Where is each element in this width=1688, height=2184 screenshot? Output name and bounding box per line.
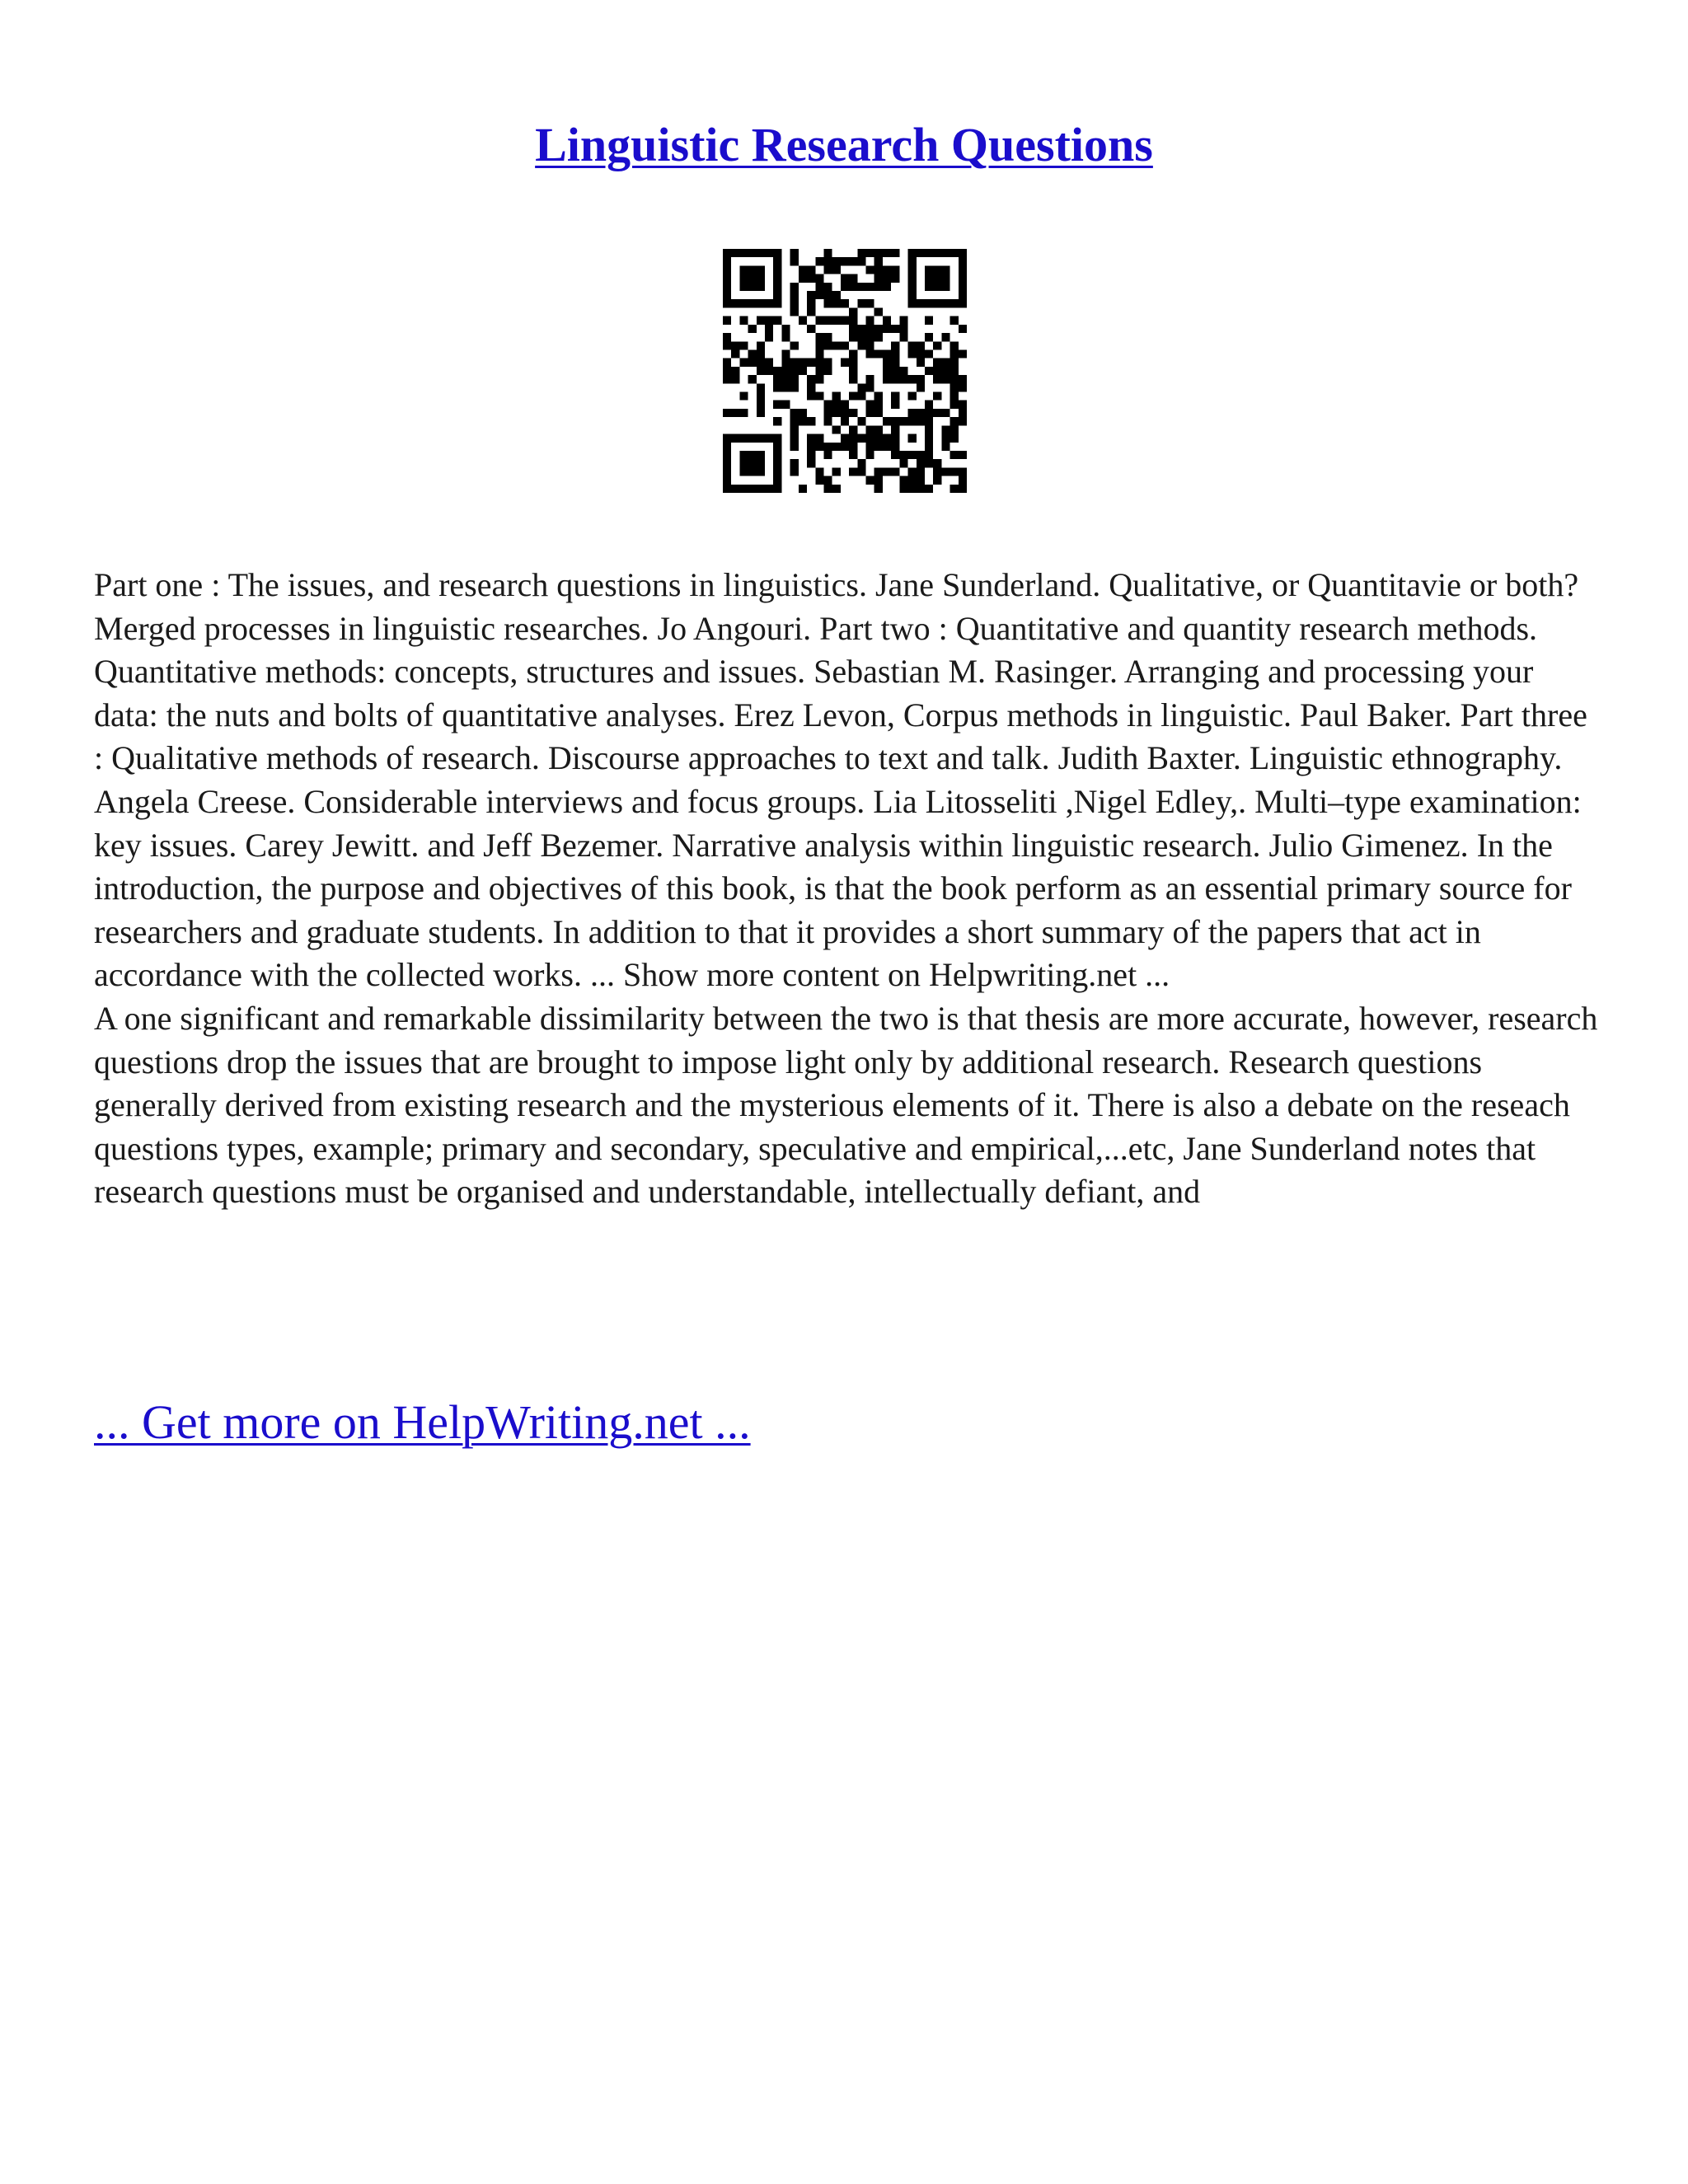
paragraph-2: A one significant and remarkable dissimilarity between the two is that thesis are more accurate, however, research questions drop the issues that are brought to impose light only by additional research. Research questions generally derived from existing research and the mysterious elements of it. There is also a debate on the reseach questions types, example; primary and secondary, speculative and empirical,...etc, Jane Sunderland notes that research questions must be organised and understandable, intellectually defiant, and — [94, 999, 1598, 1211]
get-more-link-container — [94, 1393, 751, 1452]
get-more-link[interactable]: ... Get more on HelpWriting.net ... — [94, 1395, 751, 1449]
article-body — [94, 564, 1602, 1214]
qr-code-icon — [723, 249, 967, 493]
title-link[interactable]: Linguistic Research Questions — [535, 118, 1153, 171]
qr-code-graphic — [723, 249, 967, 493]
paragraph-1: Part one : The issues, and research questions in linguistics. Jane Sunderland. Qualitative, or Quantitavie or both? Merged processes in linguistic researches. Jo Angouri. Part two : Quantitative and quantity research methods. Quantitative methods: concepts, structures and issues. Sebastian M. Rasinger. Arranging and processing your data: the nuts and bolts of quantitative analyses. Erez Levon, Corpus methods in linguistic. Paul Baker. Part three : Qualitative methods of research. Discourse approaches to text and talk. Judith Baxter. Linguistic ethnography. Angela Creese. Considerable interviews and focus groups. Lia Litosseliti ,Nigel Edley,. Multi–type examination: key issues. Carey Jewitt. and Jeff Bezemer. Narrative analysis within linguistic research. Julio Gimenez. In the introduction, the purpose and objectives of this book, is that the book perform as an essential primary source for researchers and graduate students. In addition to that it provides a short summary of the papers that act in accordance with the collected works. ... Show more content on Helpwriting.net ... — [94, 566, 1587, 994]
page-title — [0, 115, 1688, 175]
